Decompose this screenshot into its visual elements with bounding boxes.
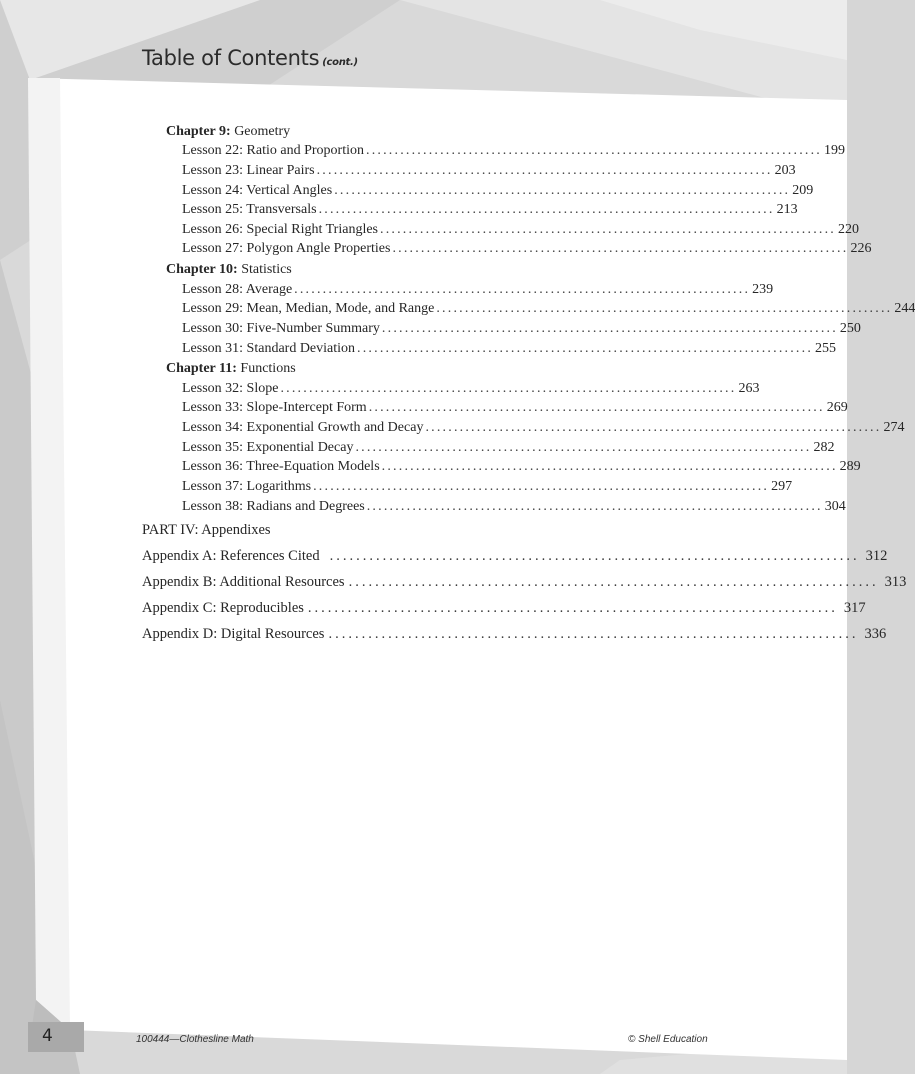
chapter-number: Chapter 11: <box>166 361 237 376</box>
leader-dots: ................................................................................ <box>380 222 836 237</box>
toc-entry[interactable] <box>182 399 848 417</box>
chapter-heading <box>166 123 290 141</box>
leader-dots: ................................................................................ <box>294 282 751 297</box>
entry-label: Lesson 38: Radians and Degrees <box>182 499 365 514</box>
title-suffix: (cont.) <box>322 57 358 68</box>
entry-page: 269 <box>826 400 848 415</box>
entry-label: Lesson 29: Mean, Median, Mode, and Range <box>182 301 435 316</box>
entry-label: Lesson 35: Exponential Decay <box>182 440 354 455</box>
entry-label: Lesson 34: Exponential Growth and Decay <box>182 420 424 435</box>
toc-entry[interactable] <box>182 201 798 219</box>
entry-page: 209 <box>792 183 814 198</box>
entry-label: Appendix A: References Cited <box>142 548 320 564</box>
footer-book-id: 100444—Clothesline Math <box>136 1034 254 1045</box>
entry-label: Lesson 28: Average <box>182 282 293 297</box>
entry-page: 255 <box>815 341 837 356</box>
leader-dots: ................................................................................ <box>368 400 825 415</box>
leader-dots: ................................................................................ <box>328 626 859 642</box>
entry-label: Lesson 30: Five-Number Summary <box>182 321 380 336</box>
leader-dots: ................................................................................ <box>348 574 879 590</box>
entry-page: 199 <box>824 143 845 158</box>
leader-dots: ................................................................................ <box>392 241 849 256</box>
page-number-tab <box>28 1022 84 1052</box>
toc-entry[interactable] <box>182 281 774 299</box>
entry-page: 213 <box>776 202 798 217</box>
chapter-title: Statistics <box>237 262 292 277</box>
leader-dots: ................................................................................ <box>280 381 737 396</box>
leader-dots: ................................................................................ <box>357 341 814 356</box>
leader-dots: ................................................................................ <box>425 420 882 435</box>
toc-entry[interactable] <box>182 300 915 318</box>
leader-dots: ................................................................................ <box>381 459 838 474</box>
entry-page: 304 <box>824 499 846 514</box>
entry-label: Appendix C: Reproducibles <box>142 600 304 616</box>
entry-page: 226 <box>850 241 872 256</box>
entry-page: 239 <box>752 282 774 297</box>
entry-label: Lesson 22: Ratio and Proportion <box>182 143 364 158</box>
leader-dots: ................................................................................ <box>307 600 838 616</box>
entry-label: Lesson 23: Linear Pairs <box>182 163 315 178</box>
toc-entry[interactable] <box>182 380 760 398</box>
entry-label: Lesson 36: Three-Equation Models <box>182 459 380 474</box>
chapter-number: Chapter 10: <box>166 262 238 277</box>
entry-page: 220 <box>838 222 859 237</box>
entry-page: 250 <box>839 321 861 336</box>
chapter-number: Chapter 9: <box>166 124 231 139</box>
toc-entry[interactable] <box>182 478 793 496</box>
entry-label: Lesson 32: Slope <box>182 381 279 396</box>
toc-entry-appendix[interactable] <box>142 547 888 565</box>
toc-entry[interactable] <box>182 320 861 338</box>
entry-page: 203 <box>774 163 796 178</box>
footer-publisher: © Shell Education <box>628 1034 708 1045</box>
entry-page: 313 <box>884 574 907 590</box>
leader-dots: ................................................................................ <box>334 183 791 198</box>
toc-entry[interactable] <box>182 162 796 180</box>
leader-dots: ................................................................................ <box>313 479 770 494</box>
toc-entry[interactable] <box>182 458 861 476</box>
leader-dots: ................................................................................ <box>316 163 773 178</box>
entry-label: Lesson 31: Standard Deviation <box>182 341 356 356</box>
entry-label: Appendix B: Additional Resources <box>142 574 345 590</box>
chapter-heading <box>166 360 296 378</box>
toc-entry[interactable] <box>182 142 845 160</box>
toc-entry[interactable] <box>182 221 859 239</box>
leader-dots: ................................................................................ <box>329 548 860 564</box>
title-text: Table of Contents <box>142 46 320 70</box>
page-number: 4 <box>42 1026 53 1046</box>
leader-dots: ................................................................................ <box>366 143 822 158</box>
entry-page: 244 <box>894 301 915 316</box>
leader-dots: ................................................................................ <box>381 321 838 336</box>
entry-page: 282 <box>813 440 835 455</box>
entry-label: Lesson 37: Logarithms <box>182 479 312 494</box>
chapter-title: Geometry <box>230 124 291 139</box>
entry-page: 289 <box>839 459 861 474</box>
leader-dots: ................................................................................ <box>355 440 812 455</box>
entry-label: Appendix D: Digital Resources <box>142 626 325 642</box>
toc-entry[interactable] <box>182 419 905 437</box>
toc-entry[interactable] <box>182 439 835 457</box>
entry-label: Lesson 27: Polygon Angle Properties <box>182 241 391 256</box>
leader-dots: ................................................................................ <box>436 301 893 316</box>
entry-label: Lesson 26: Special Right Triangles <box>182 222 378 237</box>
toc-entry-appendix[interactable] <box>142 599 866 617</box>
chapter-heading <box>166 261 292 279</box>
entry-label: Lesson 24: Vertical Angles <box>182 183 333 198</box>
toc-entry[interactable] <box>182 498 846 516</box>
chapter-title: Functions <box>236 361 296 376</box>
entry-page: 336 <box>864 626 887 642</box>
toc-entry[interactable] <box>182 182 814 200</box>
entry-page: 312 <box>865 548 888 564</box>
entry-page: 274 <box>883 420 905 435</box>
toc-entry-appendix[interactable] <box>142 573 907 591</box>
entry-label: Lesson 25: Transversals <box>182 202 317 217</box>
leader-dots: ................................................................................ <box>366 499 823 514</box>
toc-entry-appendix[interactable] <box>142 625 887 643</box>
page-title <box>142 46 358 70</box>
toc-entry[interactable] <box>182 340 837 358</box>
entry-page: 263 <box>738 381 760 396</box>
leader-dots: ................................................................................ <box>318 202 775 217</box>
part-heading: PART IV: Appendixes <box>142 522 271 538</box>
entry-page: 317 <box>843 600 866 616</box>
entry-label: Lesson 33: Slope-Intercept Form <box>182 400 367 415</box>
entry-page: 297 <box>771 479 793 494</box>
toc-entry[interactable] <box>182 240 872 258</box>
